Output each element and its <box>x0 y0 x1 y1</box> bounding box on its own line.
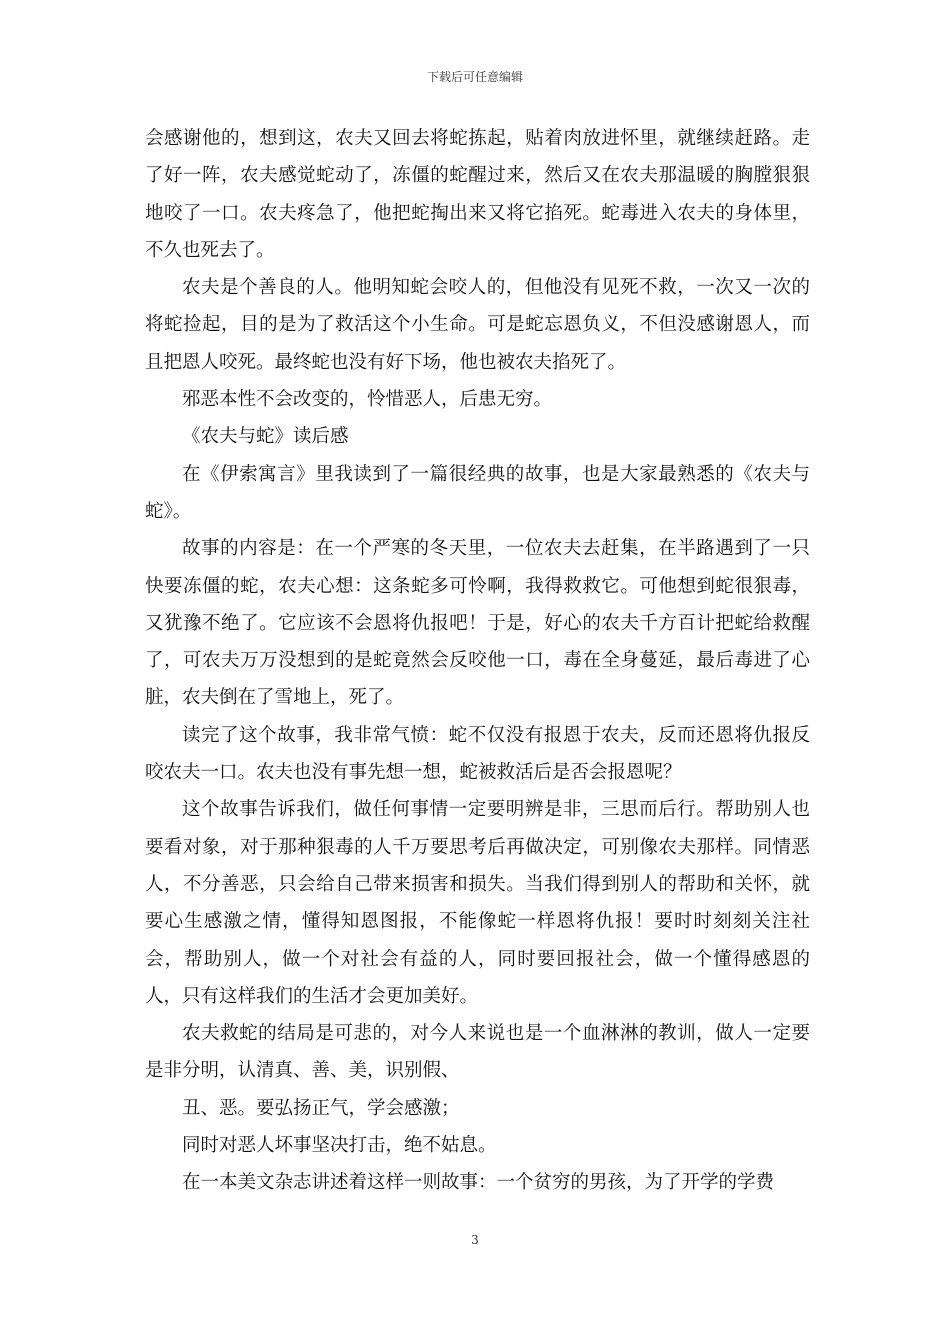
document-body <box>145 120 810 1202</box>
paragraph: 农夫是个善良的人。他明知蛇会咬人的，但他没有见死不救，一次又一次的将蛇捡起，目的是为了救活这个小生命。可是蛇忘恩负义，不但没感谢恩人，而且把恩人咬死。最终蛇也没有好下场，他也被农夫掐死了。 <box>145 277 810 373</box>
paragraph: 这个故事告诉我们，做任何事情一定要明辨是非，三思而后行。帮助别人也要看对象，对于那种狠毒的人千万要思考后再做决定，可别像农夫那样。同情恶人，不分善恶，只会给自己带来损害和损失。当我们得到别人的帮助和关怀，就要心生感激之情，懂得知恩图报，不能像蛇一样恩将仇报！要时时刻刻关注社会，帮助别人，做一个对社会有益的人，同时要回报社会，做一个懂得感恩的人，只有这样我们的生活才会更加美好。 <box>145 799 810 1007</box>
paragraph: 读完了这个故事，我非常气愤：蛇不仅没有报恩于农夫，反而还恩将仇报反咬农夫一口。农夫也没有事先想一想，蛇被救活后是否会报恩呢？ <box>145 724 810 784</box>
paragraph: 农夫救蛇的结局是可悲的，对今人来说也是一个血淋淋的教训，做人一定要是非分明，认清真、善、美，识别假、 <box>145 1023 810 1082</box>
paragraph: 在《伊索寓言》里我读到了一篇很经典的故事，也是大家最熟悉的《农夫与蛇》。 <box>145 463 810 522</box>
page-number: 3 <box>471 1233 479 1247</box>
paragraph: 会感谢他的，想到这，农夫又回去将蛇拣起，贴着肉放进怀里，就继续赶路。走了好一阵，农夫感觉蛇动了，冻僵的蛇醒过来，然后又在农夫那温暖的胸膛狠狠地咬了一口。农夫疼急了，他把蛇掏出来又将它掐死。蛇毒进入农夫的身体里，不久也死去了。 <box>145 128 810 261</box>
paragraph: 邪恶本性不会改变的，怜惜恶人，后患无穷。 <box>182 389 553 411</box>
paragraph: 丑、恶。要弘扬正气，学会感激； <box>182 1097 460 1119</box>
page-header: 下载后可任意编辑 <box>426 70 523 84</box>
paragraph: 在一本美文杂志讲述着这样一则故事：一个贫穷的男孩，为了开学的学费 <box>182 1172 775 1194</box>
paragraph: 故事的内容是：在一个严寒的冬天里，一位农夫去赶集，在半路遇到了一只快要冻僵的蛇，农夫心想：这条蛇多可怜啊，我得救救它。可他想到蛇很狠毒，又犹豫不绝了。它应该不会恩将仇报吧！于是，好心的农夫千方百计把蛇给救醒了，可农夫万万没想到的是蛇竟然会反咬他一口，毒在全身蔓延，最后毒进了心脏，农夫倒在了雪地上，死了。 <box>145 538 810 709</box>
paragraph: 同时对恶人坏事坚决打击，绝不姑息。 <box>182 1135 497 1157</box>
section-title: 《农夫与蛇》读后感 <box>182 426 349 448</box>
